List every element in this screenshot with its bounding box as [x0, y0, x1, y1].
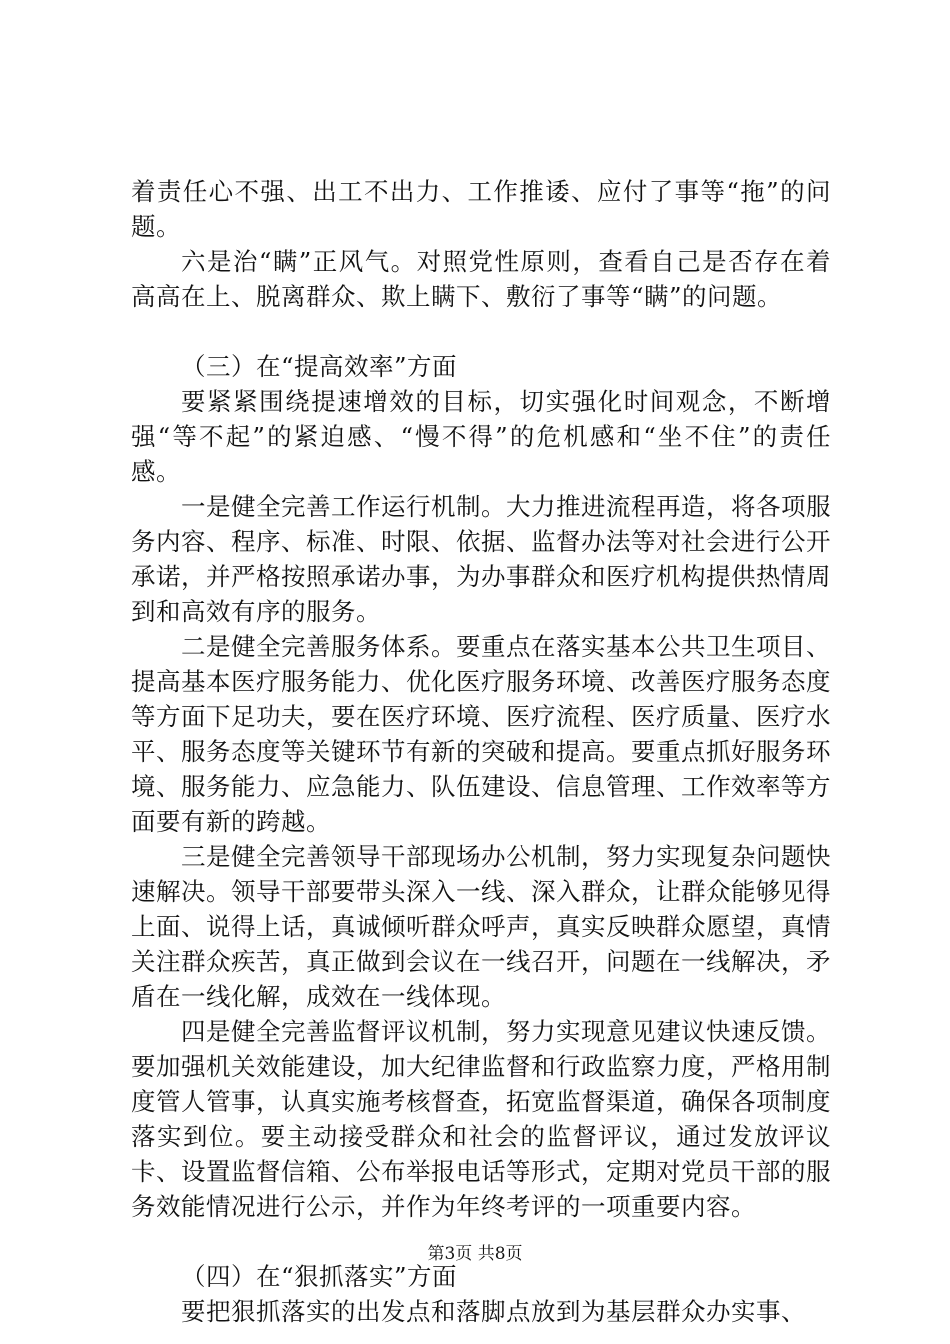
paragraph-item-four: 四是健全完善监督评议机制，努力实现意见建议快速反馈。要加强机关效能建设，加大纪律监督和行政监察力度，严格用制度管人管事，认真实施考核督查，拓宽监督渠道，确保各项制度落实到位。要主动接受群众和社会的监督评议，通过发放评议卡、设置监督信箱、公布举报电话等形式，定期对党员干部的服务效能情况进行公示，并作为年终考评的一项重要内容。 — [131, 1017, 831, 1221]
paragraph-efficiency-intro: 要紧紧围绕提速增效的目标，切实强化时间观念，不断增强“等不起”的紧迫感、“慢不得”的危机感和“坐不住”的责任感。 — [131, 387, 831, 486]
document-body — [131, 174, 831, 1329]
paragraph-continuation: 着责任心不强、出工不出力、工作推诿、应付了事等“拖”的问题。 — [131, 177, 831, 241]
paragraph-implementation-intro: 要把狠抓落实的出发点和落脚点放到为基层群众办实事、 — [181, 1297, 806, 1326]
section-spacer — [131, 314, 831, 349]
paragraph-item-three: 三是健全完善领导干部现场办公机制，努力实现复杂问题快速解决。领导干部要带头深入一线、深入群众，让群众能够见得上面、说得上话，真诚倾听群众呼声，真实反映群众愿望，真情关注群众疾苦，真正做到会议在一线召开，问题在一线解决，矛盾在一线化解，成效在一线体现。 — [131, 842, 831, 1011]
section-heading-efficiency: （三）在“提高效率”方面 — [181, 352, 458, 381]
page-number-footer: 第3页 共8页 — [427, 1244, 523, 1264]
section-heading-implementation: （四）在“狠抓落实”方面 — [181, 1262, 458, 1291]
paragraph-item-one: 一是健全完善工作运行机制。大力推进流程再造，将各项服务内容、程序、标准、时限、依据、监督办法等对社会进行公开承诺，并严格按照承诺办事，为办事群众和医疗机构提供热情周到和高效有序的服务。 — [131, 492, 831, 626]
paragraph-item-six: 六是治“瞒”正风气。对照党性原则，查看自己是否存在着高高在上、脱离群众、欺上瞒下、敷衍了事等“瞒”的问题。 — [131, 247, 831, 311]
paragraph-item-two: 二是健全完善服务体系。要重点在落实基本公共卫生项目、提高基本医疗服务能力、优化医疗服务环境、改善医疗服务态度等方面下足功夫，要在医疗环境、医疗流程、医疗质量、医疗水平、服务态度等关键环节有新的突破和提高。要重点抓好服务环境、服务能力、应急能力、队伍建设、信息管理、工作效率等方面要有新的跨越。 — [131, 632, 831, 836]
